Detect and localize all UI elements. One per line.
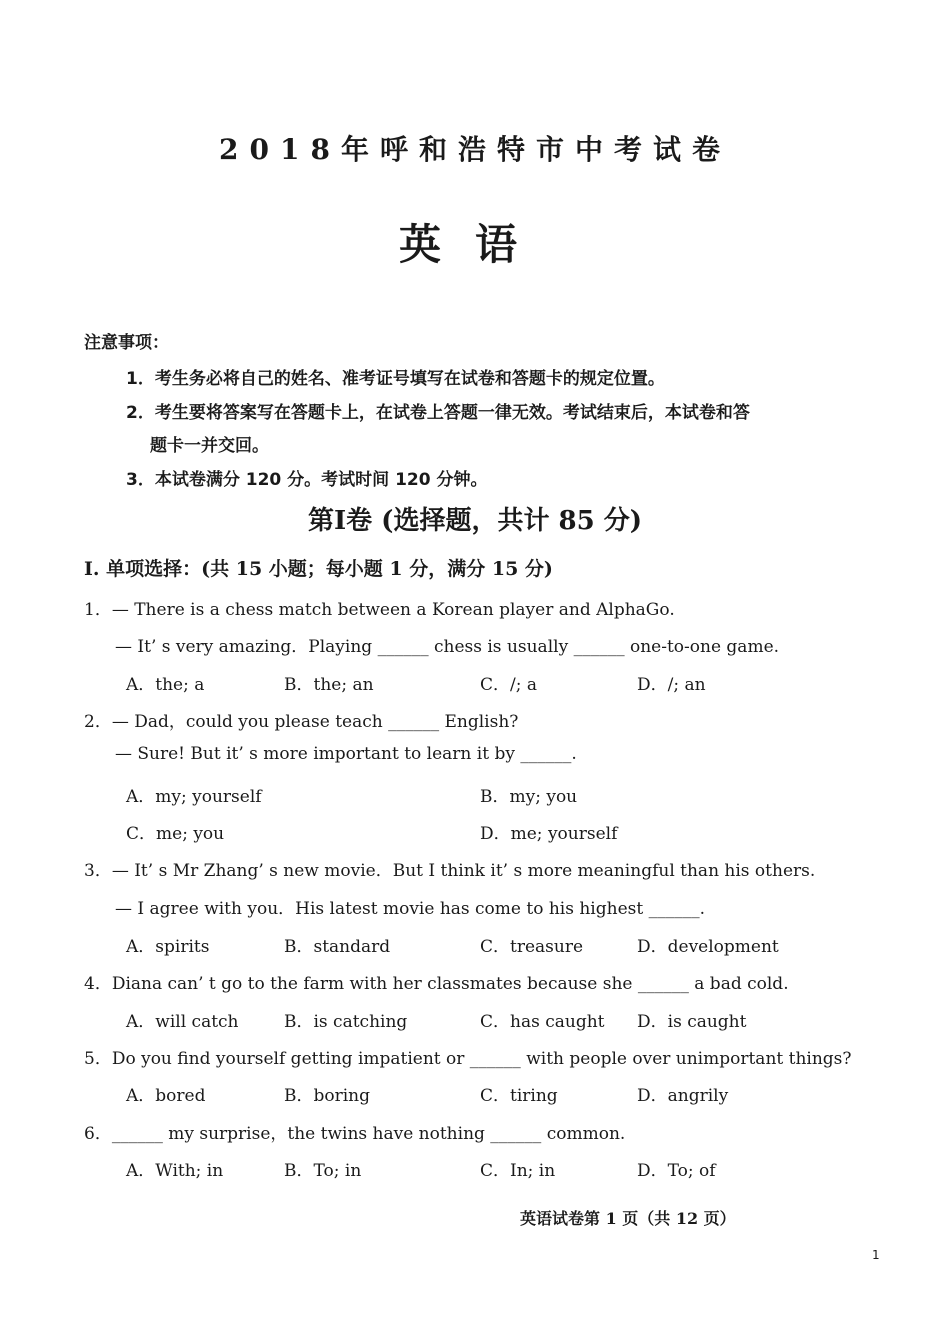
- option-b: B．my; you: [480, 787, 578, 807]
- option-b: B．the; an: [284, 675, 374, 695]
- question-line: 1．— There is a chess match between a Korean player and AlphaGo.: [84, 600, 675, 620]
- option-d: D．me; yourself: [480, 824, 618, 844]
- notice-item: 2．考生要将答案写在答题卡上，在试卷上答题一律无效。考试结束后，本试卷和答: [126, 403, 750, 423]
- part-heading: I. 单项选择：(共 15 小题；每小题 1 分，满分 15 分): [84, 558, 553, 580]
- option-a: A．bored: [126, 1086, 206, 1106]
- notice-item: 1．考生务必将自己的姓名、准考证号填写在试卷和答题卡的规定位置。: [126, 369, 665, 389]
- exam-title: 2018年呼和浩特市中考试卷: [219, 133, 731, 166]
- option-b: B．To; in: [284, 1161, 362, 1181]
- question-line: — It’ s very amazing．Playing ______ chess is usually ______ one-to-one game.: [115, 637, 780, 657]
- option-a: A．my; yourself: [126, 787, 262, 807]
- question-line: 6．______ my surprise，the twins have nothing ______ common.: [84, 1124, 626, 1144]
- option-c: C．has caught: [480, 1012, 605, 1032]
- question-line: — I agree with you．His latest movie has come to his highest ______.: [115, 899, 706, 919]
- notice-item: 题卡一并交回。: [150, 436, 269, 456]
- section-title: 第Ⅰ卷 (选择题，共计 85 分): [307, 506, 643, 536]
- page-number: 1: [872, 1248, 880, 1262]
- option-a: A．the; a: [126, 675, 205, 695]
- page-footer: 英语试卷第 1 页（共 12 页）: [520, 1209, 736, 1228]
- notice-item: 3．本试卷满分 120 分。考试时间 120 分钟。: [126, 470, 488, 490]
- question-line: — Sure! But it’ s more important to learn it by ______.: [115, 744, 577, 764]
- option-a: A．With; in: [126, 1161, 224, 1181]
- option-d: D．is caught: [637, 1012, 747, 1032]
- option-c: C．/; a: [480, 675, 538, 695]
- option-d: D．development: [637, 937, 779, 957]
- question-line: 2．— Dad，could you please teach ______ English?: [84, 712, 519, 732]
- option-d: D．To; of: [637, 1161, 716, 1181]
- option-a: A．will catch: [126, 1012, 239, 1032]
- notice-heading: 注意事项：: [84, 333, 169, 353]
- option-b: B．standard: [284, 937, 391, 957]
- question-line: 3．— It’ s Mr Zhang’ s new movie．But I think it’ s more meaningful than his others.: [84, 861, 816, 881]
- option-c: C．In; in: [480, 1161, 556, 1181]
- option-a: A．spirits: [126, 937, 210, 957]
- question-line: 5．Do you find yourself getting impatient or ______ with people over unimportant things?: [84, 1049, 852, 1069]
- question-line: 4．Diana can’ t go to the farm with her classmates because she ______ a bad cold.: [84, 974, 789, 994]
- subject-title: 英语: [398, 220, 551, 269]
- option-c: C．tiring: [480, 1086, 558, 1106]
- option-b: B．boring: [284, 1086, 371, 1106]
- option-b: B．is catching: [284, 1012, 408, 1032]
- option-c: C．me; you: [126, 824, 225, 844]
- option-d: D．angrily: [637, 1086, 729, 1106]
- option-c: C．treasure: [480, 937, 584, 957]
- option-d: D．/; an: [637, 675, 706, 695]
